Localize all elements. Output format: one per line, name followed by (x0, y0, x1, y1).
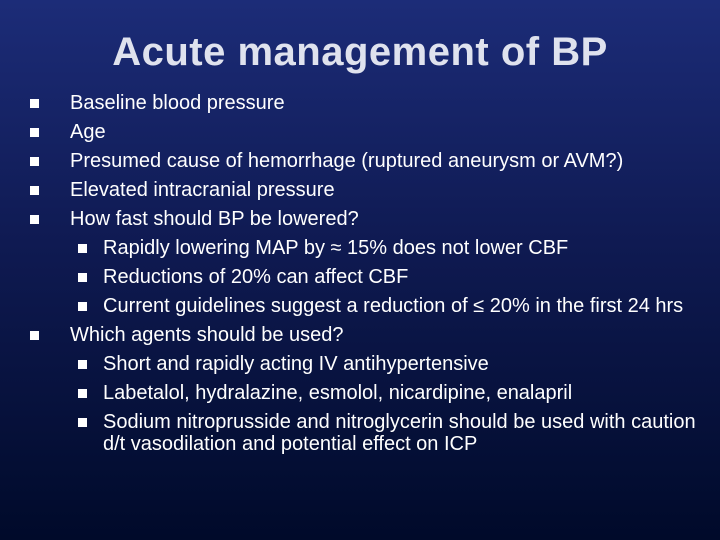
bullet-text: Presumed cause of hemorrhage (ruptured aneurysm or AVM?) (70, 150, 624, 172)
sub-bullet-text: Sodium nitroprusside and nitroglycerin should be used with caution d/t vasodilation and potential effect on ICP (103, 411, 696, 455)
sub-bullet-item (30, 382, 700, 404)
sub-bullet-text: Current guidelines suggest a reduction of ≤ 20% in the first 24 hrs (103, 295, 684, 317)
square-bullet-icon (78, 244, 87, 253)
bullet-list (30, 92, 700, 462)
bullet-item (30, 121, 700, 143)
bullet-item (30, 324, 700, 346)
square-bullet-icon (30, 157, 39, 166)
bullet-text: Age (70, 121, 106, 143)
slide-title: Acute management of BP (112, 30, 608, 74)
sub-bullet-text: Rapidly lowering MAP by ≈ 15% does not lower CBF (103, 237, 569, 259)
bullet-text: Elevated intracranial pressure (70, 179, 335, 201)
square-bullet-icon (30, 215, 39, 224)
square-bullet-icon (78, 418, 87, 427)
square-bullet-icon (78, 273, 87, 282)
square-bullet-icon (78, 360, 87, 369)
square-bullet-icon (78, 389, 87, 398)
sub-bullet-text: Labetalol, hydralazine, esmolol, nicardipine, enalapril (103, 382, 573, 404)
square-bullet-icon (30, 186, 39, 195)
square-bullet-icon (30, 99, 39, 108)
sub-bullet-item (30, 353, 700, 375)
square-bullet-icon (30, 128, 39, 137)
sub-bullet-text: Short and rapidly acting IV antihypertensive (103, 353, 489, 375)
bullet-text: Which agents should be used? (70, 324, 344, 346)
sub-bullet-item (30, 411, 700, 455)
bullet-item (30, 208, 700, 230)
square-bullet-icon (78, 302, 87, 311)
sub-bullet-item (30, 237, 700, 259)
bullet-item (30, 179, 700, 201)
sub-bullet-item (30, 266, 700, 288)
bullet-text: How fast should BP be lowered? (70, 208, 359, 230)
bullet-item (30, 92, 700, 114)
bullet-item (30, 150, 700, 172)
bullet-text: Baseline blood pressure (70, 92, 285, 114)
sub-bullet-item (30, 295, 700, 317)
square-bullet-icon (30, 331, 39, 340)
sub-bullet-text: Reductions of 20% can affect CBF (103, 266, 409, 288)
